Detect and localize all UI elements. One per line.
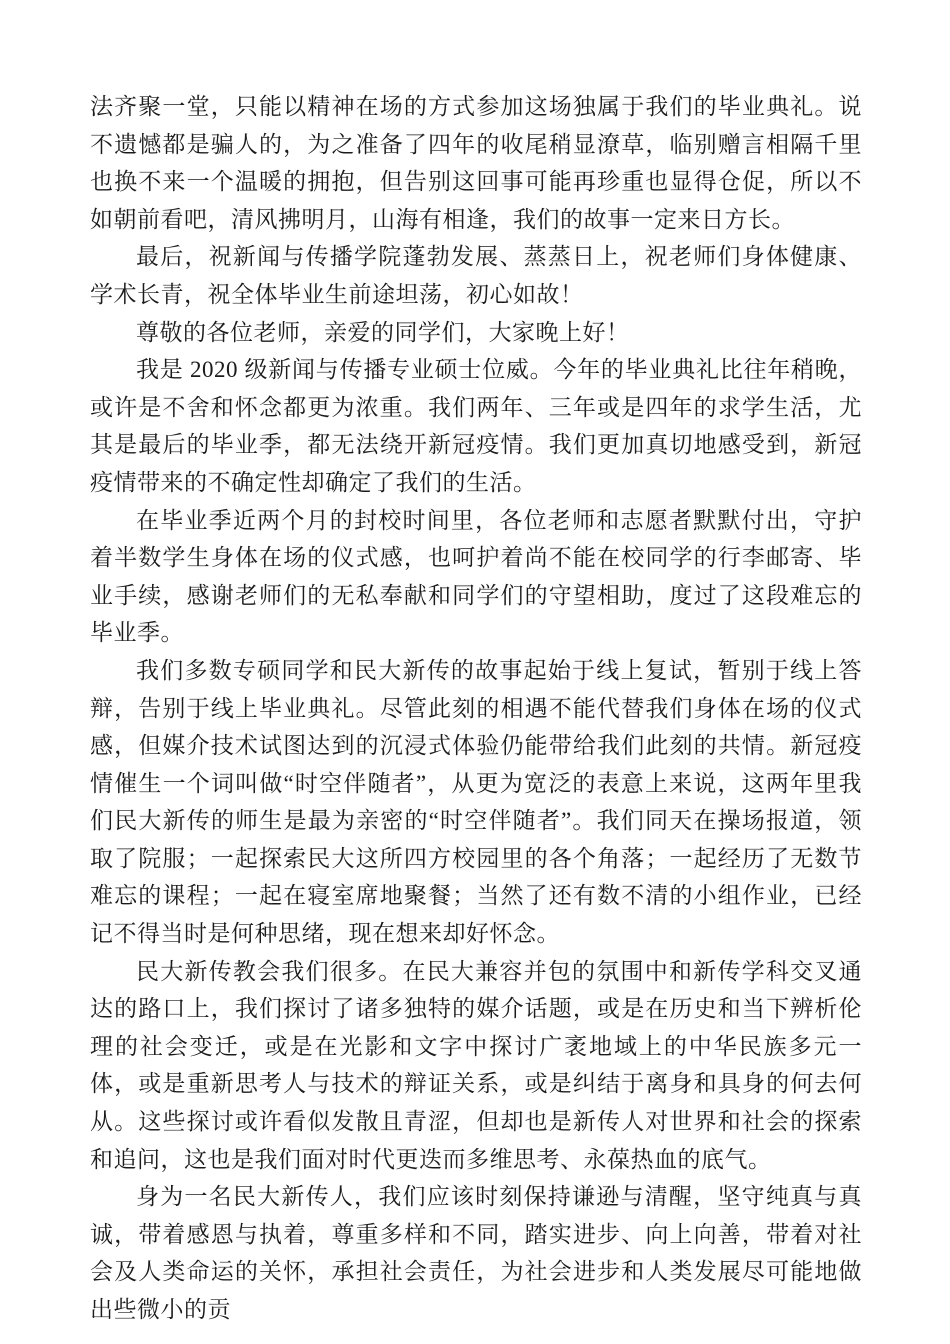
paragraph-self-introduction: 我是 2020 级新闻与传播专业硕士位威。今年的毕业典礼比往年稍晚，或许是不舍和怀念都更为浓重。我们两年、三年或是四年的求学生活，尤其是最后的毕业季，都无法绕开新冠疫情。我们更加真切地感受到，新冠疫情带来的不确定性却确定了我们的生活。 — [90, 357, 862, 495]
paragraph-what-we-learned: 民大新传教会我们很多。在民大兼容并包的氛围中和新传学科交叉通达的路口上，我们探讨了诸多独特的媒介话题，或是在历史和当下辨析伦理的社会变迁，或是在光影和文字中探讨广袤地域上的中华民族多元一体，或是重新思考人与技术的辩证关系，或是纠结于离身和具身的何去何从。这些探讨或许看似发散且青涩，但却也是新传人对世界和社会的探索和追问，这也是我们面对时代更迭而多维思考、永葆热血的底气。 — [90, 958, 862, 1172]
paragraph-online-companions: 我们多数专硕同学和民大新传的故事起始于线上复试，暂别于线上答辩，告别于线上毕业典礼。尽管此刻的相遇不能代替我们身体在场的仪式感，但媒介技术试图达到的沉浸式体验仍能带给我们此刻的共情。新冠疫情催生一个词叫做“时空伴随者”，从更为宽泛的表意上来说，这两年里我们民大新传的师生是最为亲密的“时空伴随者”。我们同天在操场报道，领取了院服；一起探索民大这所四方校园里的各个角落；一起经历了无数节难忘的课程；一起在寝室席地聚餐；当然了还有数不清的小组作业，已经记不得当时是何种思绪，现在想来却好怀念。 — [90, 657, 862, 947]
paragraph-continuation: 法齐聚一堂，只能以精神在场的方式参加这场独属于我们的毕业典礼。说不遗憾都是骗人的，为之准备了四年的收尾稍显潦草，临别赠言相隔千里也换不来一个温暖的拥抱，但告别这回事可能再珍重也显得仓促，所以不如朝前看吧，清风拂明月，山海有相逢，我们的故事一定来日方长。 — [90, 94, 862, 232]
paragraph-greeting: 尊敬的各位老师，亲爱的同学们，大家晚上好！ — [136, 319, 630, 345]
paragraph-responsibility: 身为一名民大新传人，我们应该时刻保持谦逊与清醒，坚守纯真与真诚，带着感恩与执着，尊重多样和不同，踏实进步、向上向善，带着对社会及人类命运的关怀，承担社会责任，为社会进步和人类发展尽可能地做出些微小的贡 — [90, 1184, 862, 1322]
paragraph-campus-lockdown: 在毕业季近两个月的封校时间里，各位老师和志愿者默默付出，守护着半数学生身体在场的仪式感，也呵护着尚不能在校同学的行李邮寄、毕业手续，感谢老师们的无私奉献和同学们的守望相助，度过了这段难忘的毕业季。 — [90, 507, 862, 646]
paragraph-closing-wishes: 最后，祝新闻与传播学院蓬勃发展、蒸蒸日上，祝老师们身体健康、学术长青，祝全体毕业生前途坦荡，初心如故！ — [90, 244, 862, 307]
speech-text-block — [90, 88, 862, 1329]
